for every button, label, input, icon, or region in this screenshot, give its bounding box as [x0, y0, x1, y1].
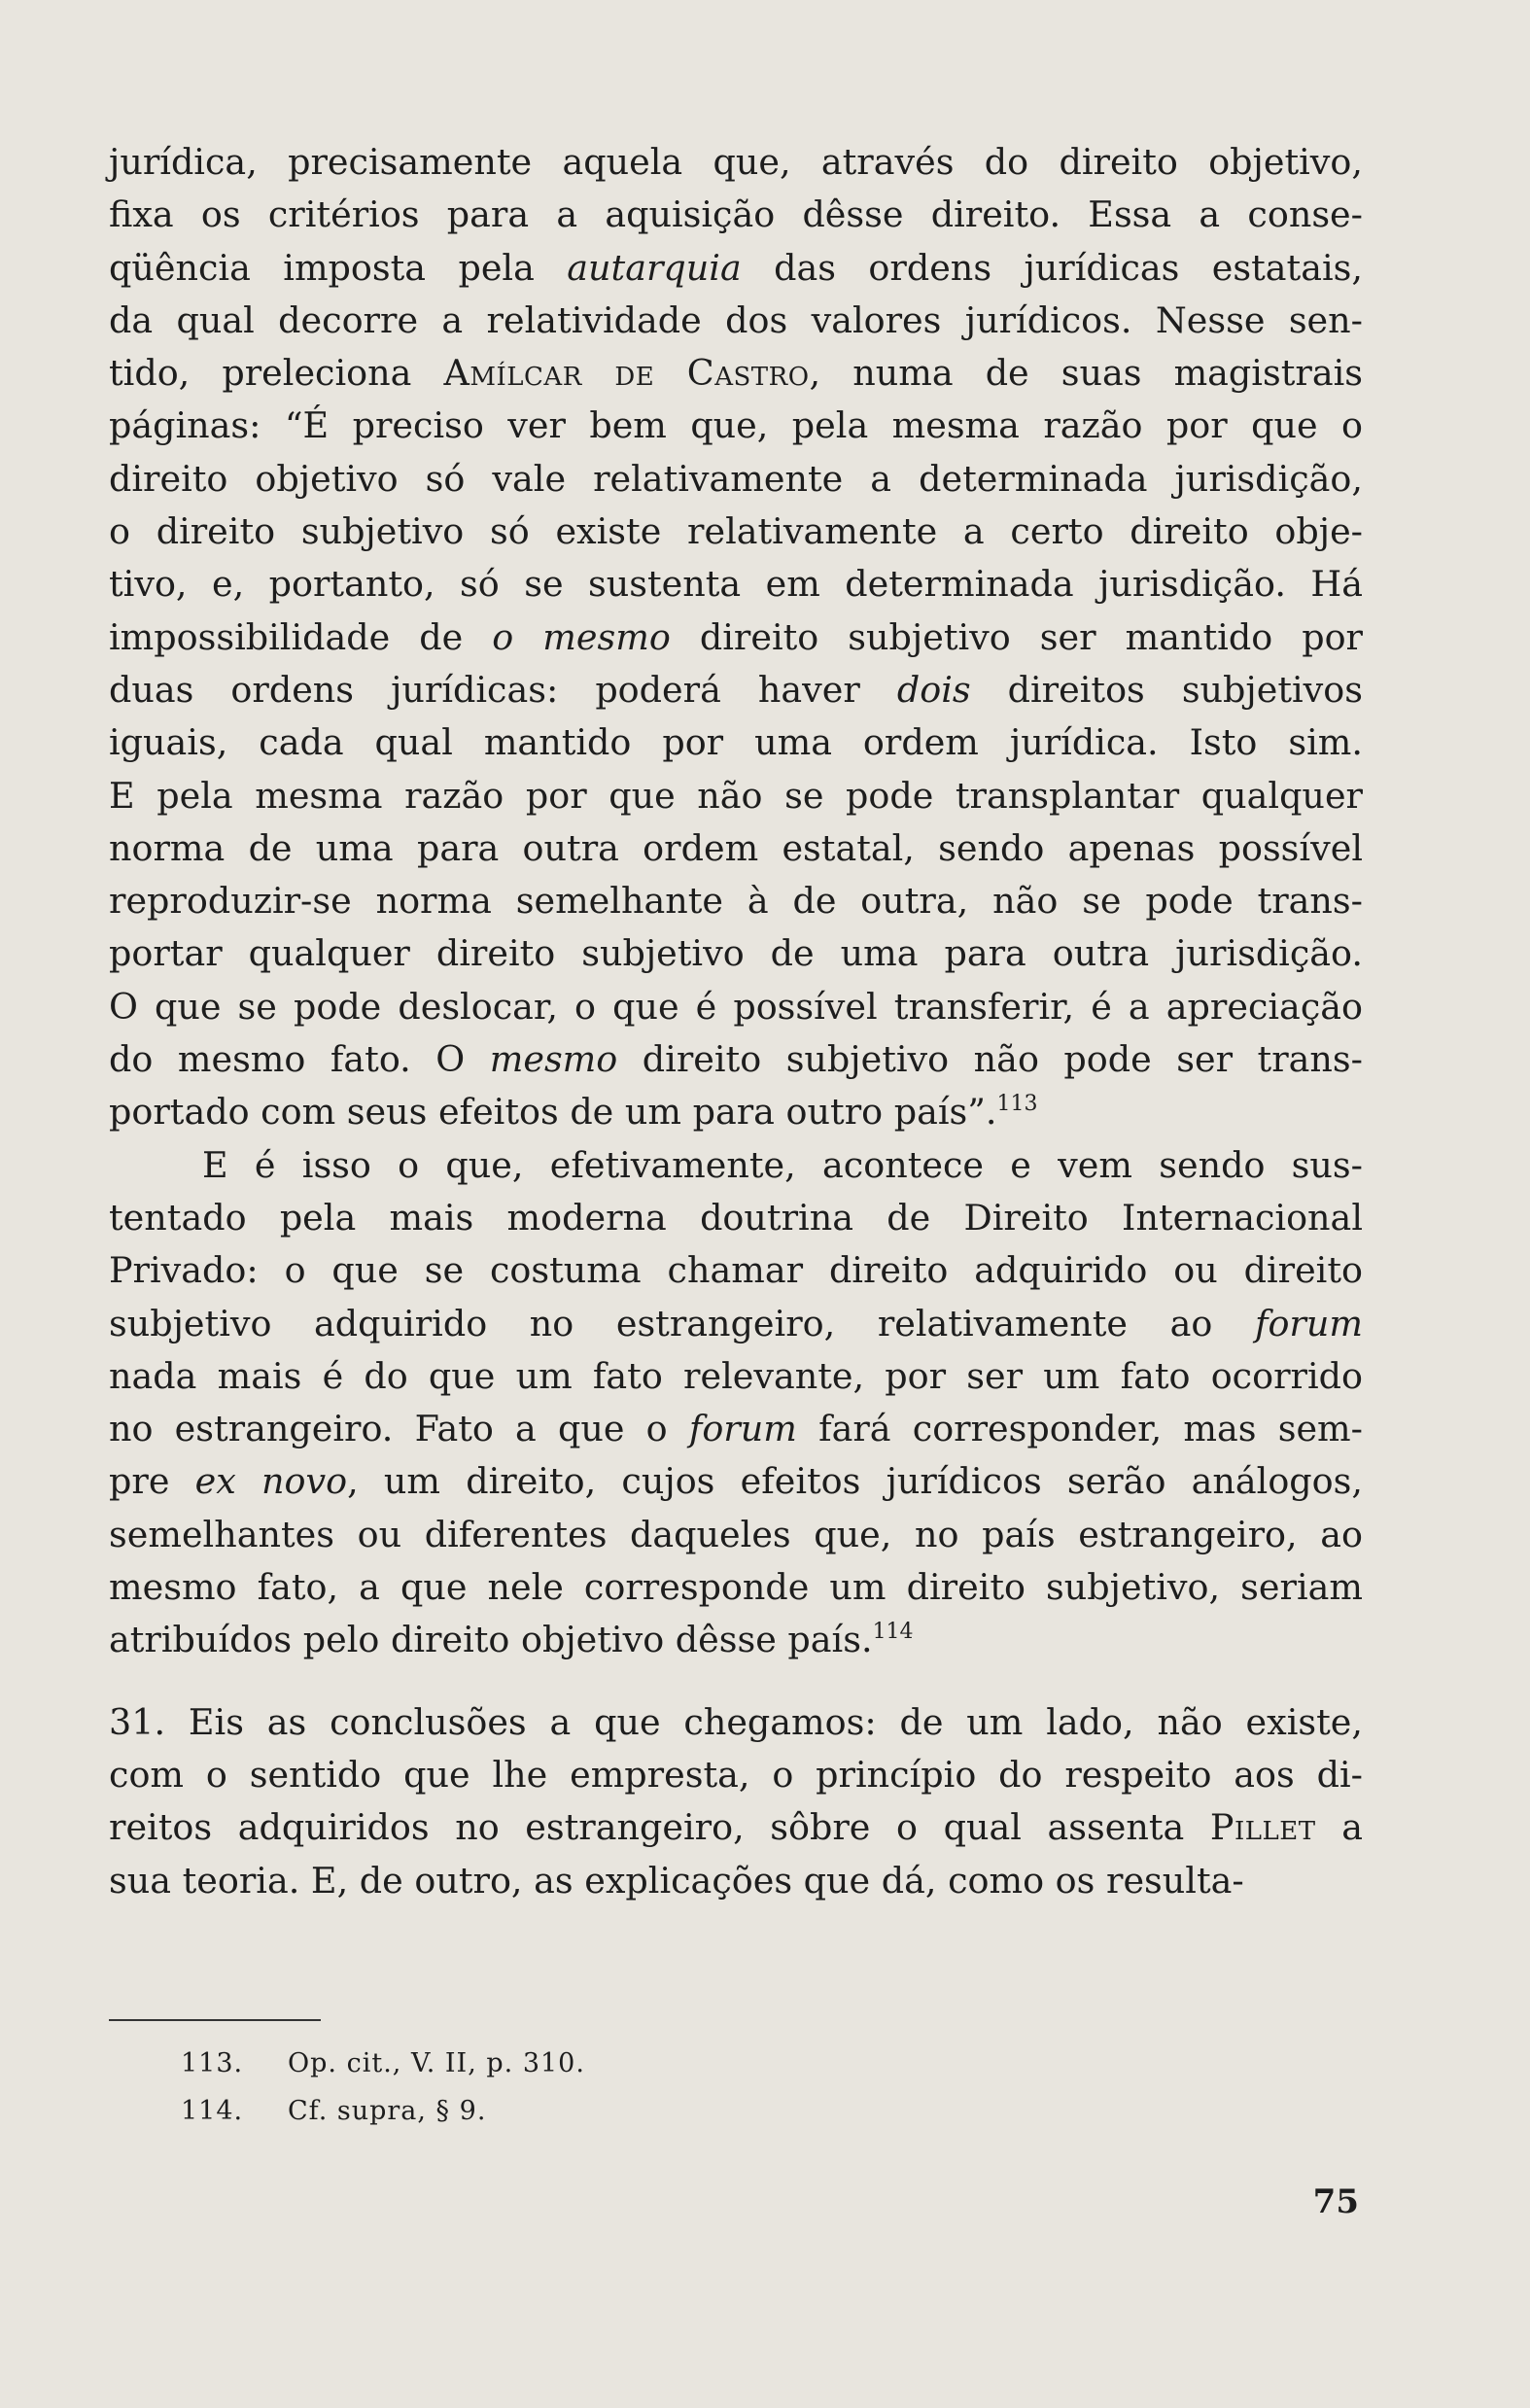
- text-line: reitos adquiridos no estrangeiro, sôbre o qual assenta Pillet a: [109, 1806, 1363, 1849]
- text-line: iguais, cada qual mantido por uma ordem jurídica. Isto sim.: [109, 721, 1363, 764]
- text-line: impossibilidade de o mesmo direito subjetivo ser mantido por: [109, 615, 1363, 658]
- italic-text: o mesmo: [492, 615, 671, 658]
- text-line: sua teoria. E, de outro, as explicações que dá, como os resulta-: [109, 1859, 1244, 1902]
- text-line: com o sentido que lhe empresta, o princípio do respeito aos di-: [109, 1753, 1363, 1796]
- italic-text: mesmo: [489, 1038, 618, 1081]
- italic-text: ex novo: [194, 1460, 348, 1503]
- text-line: qüência imposta pela autarquia das ordens jurídicas estatais,: [109, 246, 1363, 289]
- body-text: [109, 136, 1363, 1907]
- footnote-113: [181, 2040, 585, 2087]
- footnote-ref: 113: [996, 1092, 1038, 1117]
- text-line: páginas: “É preciso ver bem que, pela mesma razão por que o: [109, 404, 1363, 447]
- small-caps-name: Pillet: [1209, 1806, 1316, 1849]
- text-line: direito objetivo só vale relativamente a determinada jurisdição,: [109, 457, 1363, 500]
- text-line: portar qualquer direito subjetivo de uma para outra jurisdição.: [109, 932, 1363, 975]
- text-line: Privado: o que se costuma chamar direito adquirido ou direito: [109, 1249, 1363, 1292]
- text-line: semelhantes ou diferentes daqueles que, no país estrangeiro, ao: [109, 1513, 1363, 1555]
- text-line: reproduzir-se norma semelhante à de outra, não se pode trans-: [109, 880, 1363, 923]
- text-line: tido, preleciona Amílcar de Castro, numa de suas magistrais: [109, 352, 1363, 395]
- footnote-ref: 114: [872, 1620, 914, 1645]
- paragraph-2: [109, 1139, 1363, 1667]
- footnote-text: Op. cit., V. II, p. 310.: [288, 2048, 585, 2078]
- footnote-rule: [109, 2019, 321, 2021]
- italic-text: forum: [688, 1408, 797, 1450]
- footnote-text: Cf. supra, § 9.: [288, 2096, 487, 2126]
- paragraph-3: [109, 1696, 1363, 1907]
- text-line: tivo, e, portanto, só se sustenta em determinada jurisdição. Há: [109, 563, 1363, 606]
- text-line: fixa os critérios para a aquisição dêsse direito. Essa a conse-: [109, 193, 1363, 236]
- text-line: E pela mesma razão por que não se pode transplantar qualquer: [109, 774, 1363, 817]
- text-line: atribuídos pelo direito objetivo dêsse país.$^{114}$: [109, 1619, 914, 1661]
- italic-text: forum: [1254, 1302, 1363, 1344]
- paragraph-1: [109, 136, 1363, 1139]
- footnote-number: 114.: [181, 2096, 244, 2126]
- page-number: 75: [1312, 2182, 1359, 2221]
- text-line: portado com seus efeitos de um para outro país”.$^{113}$: [109, 1091, 1038, 1134]
- italic-text: autarquia: [567, 246, 742, 289]
- text-line: O que se pode deslocar, o que é possível transferir, é a apreciação: [109, 985, 1363, 1028]
- small-caps-name: Amílcar de Castro: [443, 352, 810, 395]
- text-line: subjetivo adquirido no estrangeiro, relativamente ao forum: [109, 1302, 1363, 1344]
- text-line: no estrangeiro. Fato a que o forum fará corresponder, mas sem-: [109, 1408, 1364, 1450]
- text-line: o direito subjetivo só existe relativamente a certo direito obje-: [109, 510, 1363, 553]
- text-line: tentado pela mais moderna doutrina de Direito Internacional: [109, 1196, 1363, 1239]
- text-line: duas ordens jurídicas: poderá haver dois direitos subjetivos: [109, 668, 1364, 711]
- text-line: da qual decorre a relatividade dos valores jurídicos. Nesse sen-: [109, 298, 1363, 341]
- text-line: do mesmo fato. O mesmo direito subjetivo não pode ser trans-: [109, 1038, 1363, 1081]
- italic-text: dois: [896, 668, 971, 711]
- footnote-number: 113.: [181, 2048, 244, 2078]
- footnote-114: [181, 2087, 585, 2135]
- footnotes: [181, 2040, 585, 2135]
- text-line: norma de uma para outra ordem estatal, sendo apenas possível: [109, 826, 1363, 869]
- text-line: pre ex novo, um direito, cujos efeitos jurídicos serão análogos,: [109, 1460, 1363, 1503]
- text-line: E é isso o que, efetivamente, acontece e vem sendo sus-: [202, 1143, 1363, 1186]
- text-line: mesmo fato, a que nele corresponde um direito subjetivo, seriam: [109, 1566, 1363, 1609]
- text-line: jurídica, precisamente aquela que, através do direito objetivo,: [109, 141, 1363, 183]
- text-line: 31. Eis as conclusões a que chegamos: de um lado, não existe,: [109, 1700, 1363, 1743]
- text-line: nada mais é do que um fato relevante, por ser um fato ocorrido: [109, 1354, 1363, 1397]
